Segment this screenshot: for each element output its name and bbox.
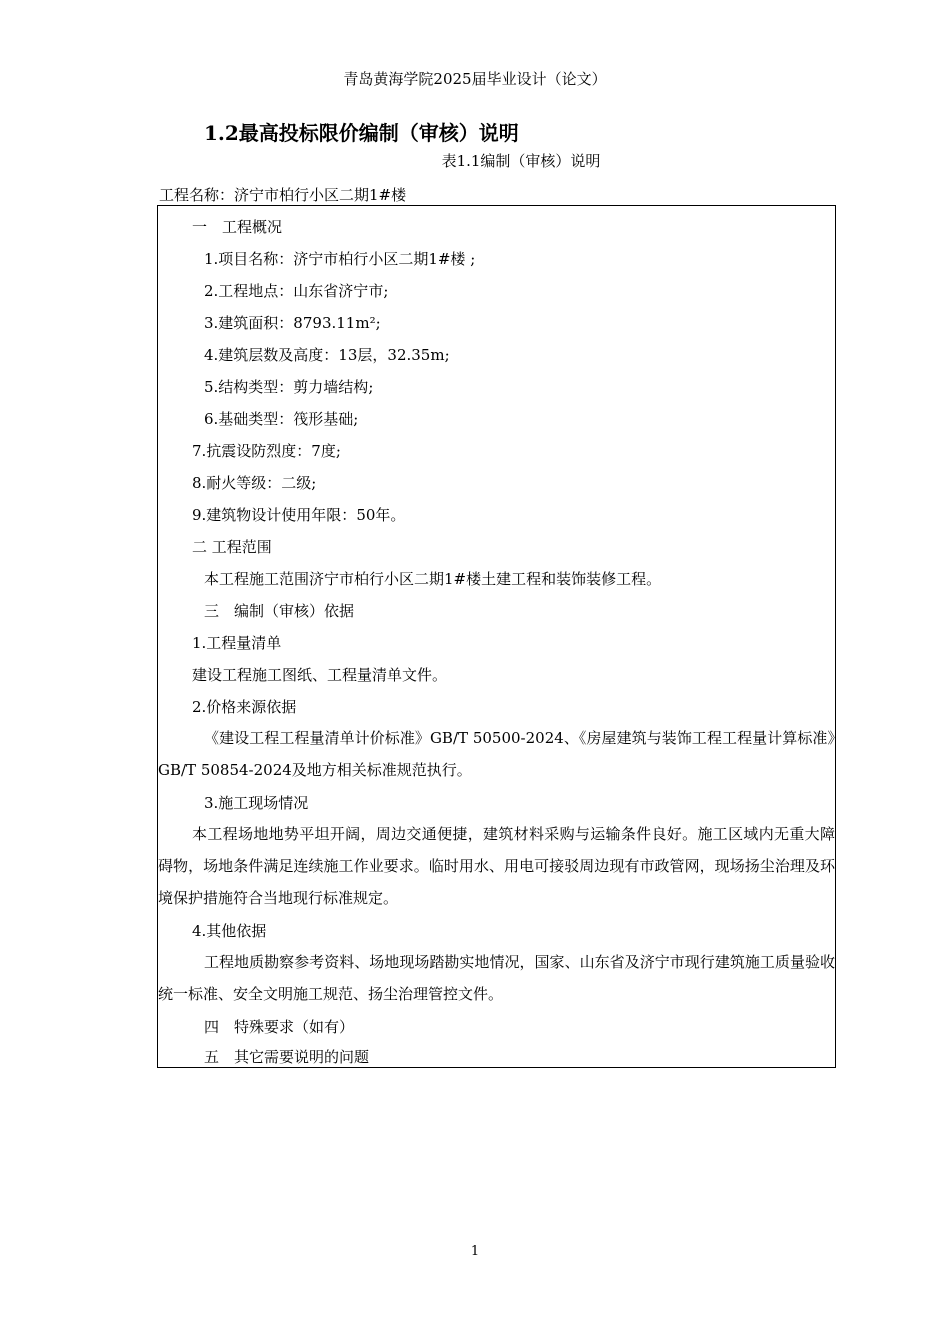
section-4-title: 四 特殊要求（如有）	[204, 1018, 355, 1036]
item-area: 3.建筑面积：8793.11m²;	[204, 314, 381, 332]
item-structure-type: 5.结构类型：剪力墙结构;	[204, 378, 374, 396]
item-foundation-type: 6.基础类型：筏形基础;	[204, 410, 359, 428]
project-name-line: 工程名称：济宁市柏行小区二期1#楼	[159, 186, 407, 204]
section-3-1-title: 1.工程量清单	[192, 634, 282, 652]
description-table	[157, 205, 836, 1068]
section-3-1-text: 建设工程施工图纸、工程量清单文件。	[192, 666, 448, 684]
section-3-2-title: 2.价格来源依据	[192, 698, 297, 716]
item-project-name: 1.项目名称：济宁市柏行小区二期1#楼 ;	[204, 250, 476, 268]
item-floors-height: 4.建筑层数及高度：13层，32.35m;	[204, 346, 450, 364]
section-3-2-text: 《建设工程工程量清单计价标准》GB/T 50500-2024、《房屋建筑与装饰工程工程量计算标准》GB/T 50854-2024及地方相关标准规范执行。	[158, 729, 835, 779]
item-fire-rating: 8.耐火等级：二级;	[192, 474, 317, 492]
table-caption: 表1.1编制（审核）说明	[441, 152, 601, 170]
section-3-4-title: 4.其他依据	[192, 922, 267, 940]
item-service-life: 9.建筑物设计使用年限：50年。	[192, 506, 406, 524]
section-title: 1.2最高投标限价编制（审核）说明	[204, 121, 519, 145]
section-2-text: 本工程施工范围济宁市柏行小区二期1#楼土建工程和装饰装修工程。	[204, 570, 662, 588]
item-location: 2.工程地点：山东省济宁市;	[204, 282, 389, 300]
page-header: 青岛黄海学院2025届毕业设计（论文）	[343, 70, 607, 88]
section-2-title: 二 工程范围	[192, 538, 272, 556]
section-3-3-title: 3.施工现场情况	[204, 794, 309, 812]
item-seismic: 7.抗震设防烈度：7度;	[192, 442, 341, 460]
section-5-title: 五 其它需要说明的问题	[204, 1048, 370, 1066]
section-3-title: 三 编制（审核）依据	[204, 602, 355, 620]
section-3-3-text: 本工程场地地势平坦开阔，周边交通便捷，建筑材料采购与运输条件良好。施工区域内无重大障碍物，场地条件满足连续施工作业要求。临时用水、用电可接驳周边现有市政管网，现场扬尘治理及环境保护措施符合当地现行标准规定。	[158, 825, 835, 907]
page-number: 1	[470, 1244, 480, 1259]
section-3-4-text: 工程地质勘察参考资料、场地现场踏勘实地情况，国家、山东省及济宁市现行建筑施工质量验收统一标准、安全文明施工规范、扬尘治理管控文件。	[158, 953, 835, 1003]
section-1-title: 一 工程概况	[192, 218, 283, 236]
